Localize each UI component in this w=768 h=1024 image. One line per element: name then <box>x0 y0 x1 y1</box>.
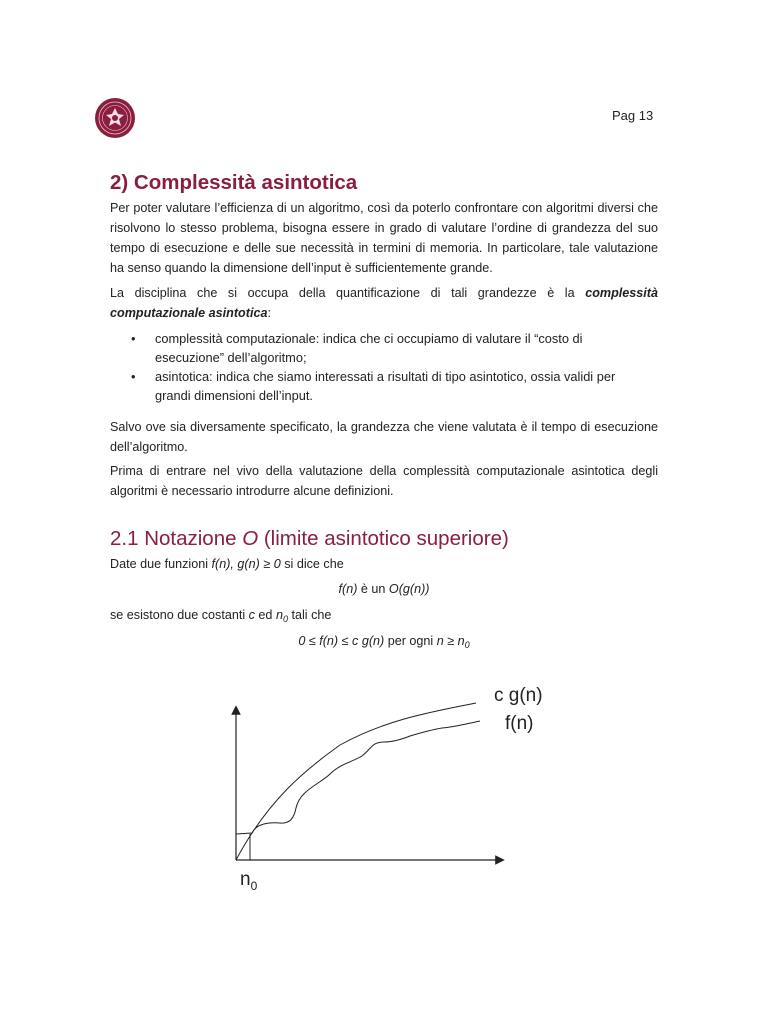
list-item: • asintotica: indica che siamo interessati a risultati di tipo asintotico, ossia validi per grandi dimensioni dell’input. <box>131 369 616 403</box>
equation-big-o: f(n) è un O(g(n)) <box>338 582 430 596</box>
paragraph-default: Salvo ove sia diversamente specificato, la grandezza che viene valutata è il tempo di esecuzione dell’algoritmo. <box>110 420 658 454</box>
paragraph-discipline: La disciplina che si occupa della quantificazione di tali grandezze è la complessità computazionale asintotica: <box>110 286 658 320</box>
subsection-title: 2.1 Notazione O (limite asintotico superiore) <box>110 527 509 550</box>
label-n0: $n_0$ <box>240 869 258 893</box>
equation-inequality: 0 ≤ f(n) ≤ c g(n) per ogni $n \ge n_0$ <box>298 634 470 650</box>
curve-c-g-n <box>236 703 476 860</box>
page-number: Pag 13 <box>612 108 654 123</box>
label-f-n: f(n) <box>505 713 534 734</box>
section-title: 2) Complessità asintotica <box>110 171 358 194</box>
label-c-g-n: c g(n) <box>494 685 543 706</box>
condition-text: se esistono due costanti c ed $n_0$ tali che <box>110 608 332 624</box>
bold-term: complessità computazionale asintotica <box>110 286 658 320</box>
list-item: • complessità computazionale: indica che ci occupiamo di valutare il “costo di esecuzione” dell’algoritmo; <box>131 331 583 365</box>
paragraph-preface: Prima di entrare nel vivo della valutazione della complessità computazionale asintotica degli algoritmi è necessario introdurre alcune definizioni. <box>110 464 658 498</box>
definition-text: Date due funzioni f(n), g(n) ≥ 0 si dice che <box>110 557 344 571</box>
paragraph-intro: Per poter valutare l’efficienza di un algoritmo, così da poterlo confrontare con algoritmi diversi che risolvono lo stesso problema, bisogna essere in grado di valutare l’ordine di grandezza del suo tempo di esecuzione e delle sue necessità in termini di memoria. In particolare, tale valutazione ha senso quando la dimensione dell’input è sufficientemente grande. <box>110 201 658 275</box>
curve-f-n <box>236 721 480 834</box>
